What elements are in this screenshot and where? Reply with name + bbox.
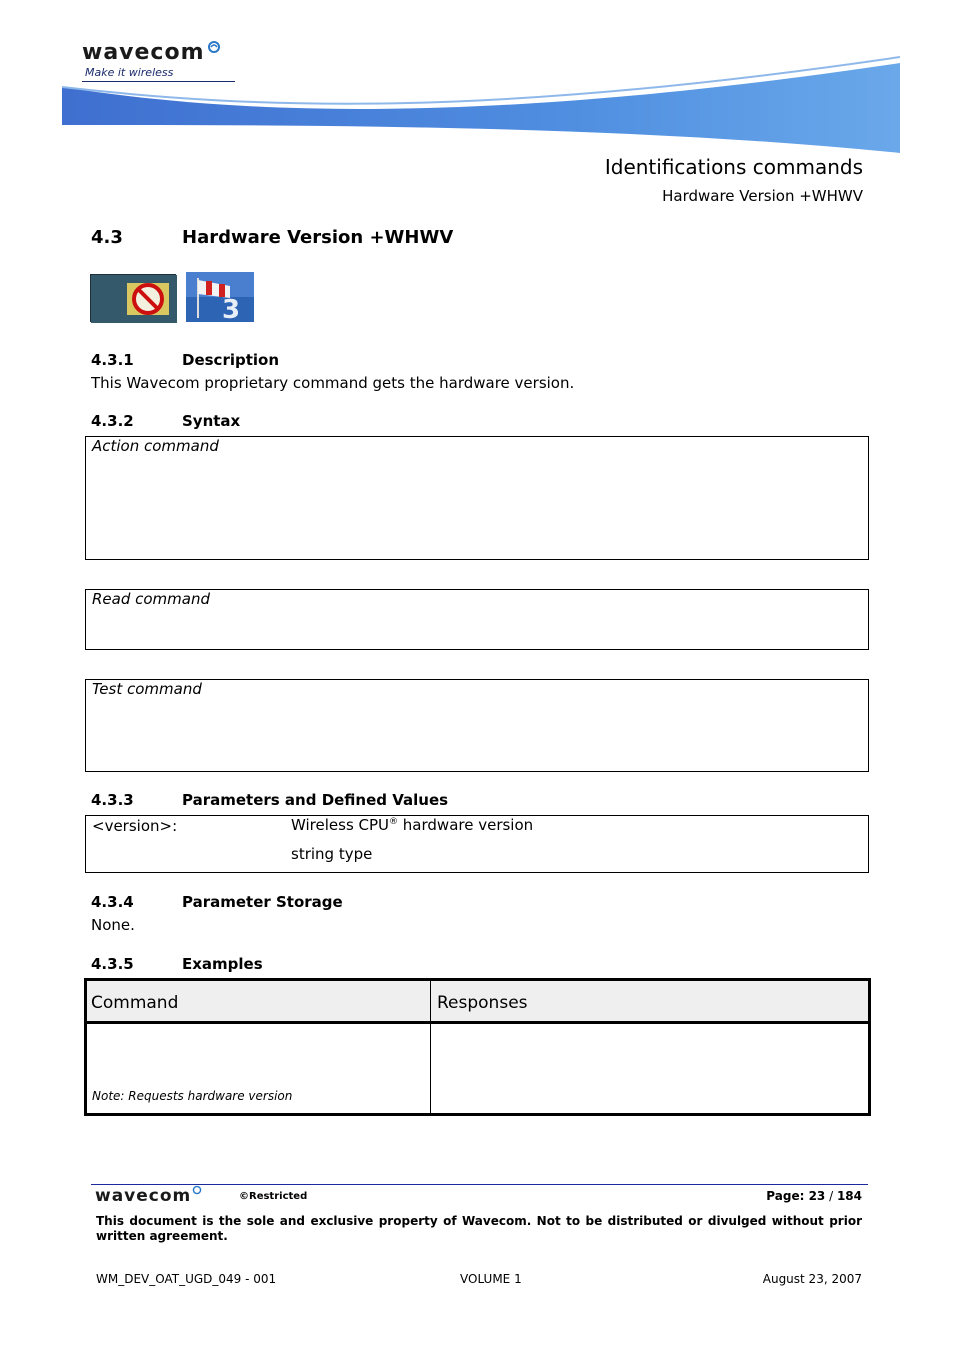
footer-volume: VOLUME 1 <box>460 1272 522 1286</box>
footer-date: August 23, 2007 <box>762 1272 862 1286</box>
windsock-3-icon <box>186 272 254 322</box>
examples-note: Note: Requests hardware version <box>92 1089 293 1103</box>
footer-doc-id: WM_DEV_OAT_UGD_049 - 001 <box>96 1272 277 1286</box>
action-command-box <box>85 436 869 560</box>
page-title: Identifications commands <box>604 155 863 179</box>
examples-title: Examples <box>182 955 263 973</box>
footer-page-label: Page: <box>766 1189 809 1203</box>
param-name: <version>: <box>92 817 178 835</box>
svg-text:3: 3 <box>222 295 241 322</box>
param-desc-after: hardware version <box>398 816 534 834</box>
param-desc-before: Wireless CPU <box>291 816 390 834</box>
header-wave-banner <box>62 55 900 155</box>
footer-rule <box>91 1184 868 1185</box>
footer-logo <box>95 1186 191 1206</box>
parameters-table <box>85 815 869 873</box>
read-command-box <box>85 589 869 650</box>
examples-col-command: Command <box>91 993 179 1013</box>
action-command-label: Action command <box>92 437 219 455</box>
footer-notice: This document is the sole and exclusive property of Wavecom. Not to be distributed or divulged without prior written agreement. <box>96 1214 862 1243</box>
param-description <box>291 816 533 834</box>
logo-swirl-icon <box>207 40 221 54</box>
parameters-title: Parameters and Defined Values <box>182 791 449 809</box>
header-logo-text: wavecom <box>82 40 205 65</box>
no-pin-icon-graphic <box>91 275 177 323</box>
footer-page-current: 23 <box>808 1189 826 1203</box>
description-text: This Wavecom proprietary command gets the hardware version. <box>91 374 575 392</box>
storage-text: None. <box>91 916 135 934</box>
test-command-label: Test command <box>92 680 202 698</box>
footer-page <box>766 1189 862 1203</box>
param-desc-sup: ® <box>389 817 399 827</box>
description-number: 4.3.1 <box>91 351 134 369</box>
storage-title: Parameter Storage <box>182 893 343 911</box>
syntax-title: Syntax <box>182 412 241 430</box>
footer-page-total: 184 <box>836 1189 862 1203</box>
examples-number: 4.3.5 <box>91 955 134 973</box>
page-subtitle: Hardware Version +WHWV <box>662 187 863 205</box>
param-type: string type <box>291 845 373 863</box>
header-tagline: Make it wireless <box>85 66 174 79</box>
no-pin-icon <box>90 274 176 322</box>
section-title: Hardware Version +WHWV <box>182 227 454 248</box>
read-command-label: Read command <box>92 590 211 608</box>
footer-logo-text: wavecom <box>95 1186 192 1206</box>
storage-number: 4.3.4 <box>91 893 134 911</box>
footer-logo-swirl-icon <box>192 1185 202 1195</box>
syntax-number: 4.3.2 <box>91 412 134 430</box>
section-number: 4.3 <box>91 227 123 248</box>
description-title: Description <box>182 351 280 369</box>
windsock-3-icon-graphic <box>186 272 254 322</box>
footer-page-sep: / <box>825 1189 837 1203</box>
test-command-box <box>85 679 869 772</box>
examples-column-divider <box>430 981 431 1113</box>
footer-restricted: ©Restricted <box>239 1191 308 1202</box>
examples-col-responses: Responses <box>437 993 528 1013</box>
examples-table <box>84 978 871 1116</box>
parameters-number: 4.3.3 <box>91 791 134 809</box>
